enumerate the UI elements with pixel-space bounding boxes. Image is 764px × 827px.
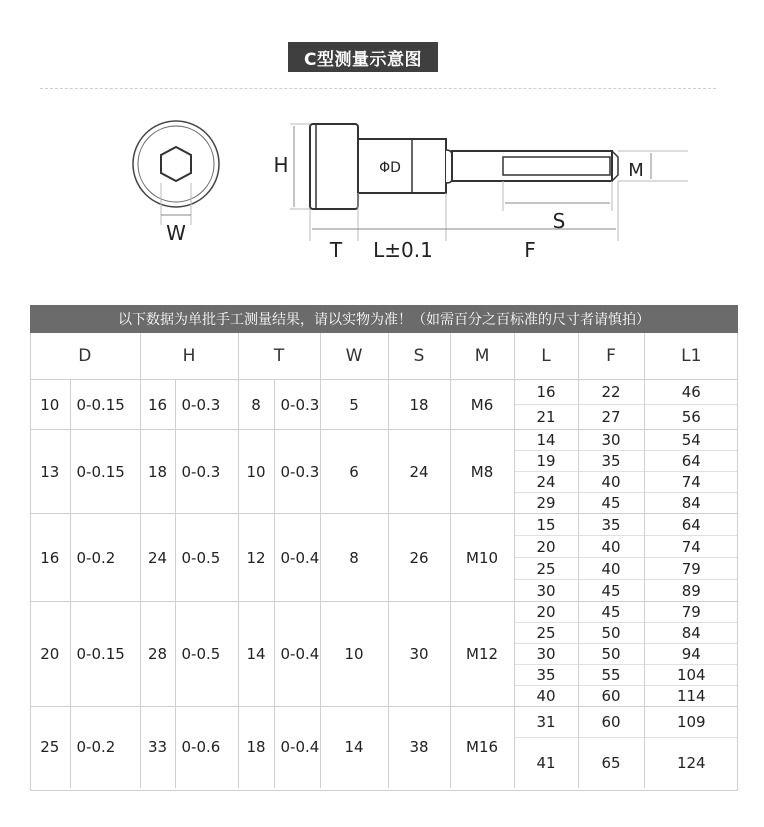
head-top-view — [133, 121, 219, 245]
disclaimer-banner: 以下数据为单批手工测量结果，请以实物为准！（如需百分之百标准的尺寸者请慎拍） — [30, 305, 738, 333]
header-d: D — [30, 333, 140, 380]
cell-f: 65 — [578, 738, 644, 788]
cell-f: 40 — [578, 536, 644, 558]
cell-l1: 84 — [644, 623, 738, 644]
label-w: W — [166, 221, 186, 245]
header-l1: L1 — [681, 346, 702, 366]
dashed-divider — [40, 88, 716, 89]
cell-f: 35 — [578, 514, 644, 536]
cell-l: 40 — [514, 686, 578, 707]
label-t: T — [329, 238, 343, 262]
cell-l1: 94 — [644, 644, 738, 665]
cell-f: 35 — [578, 451, 644, 472]
cell-d: 25 — [30, 707, 70, 788]
header-f: F — [578, 333, 644, 380]
header-t: T — [238, 333, 320, 380]
cell-m: M12 — [450, 602, 514, 707]
header-w: W — [320, 333, 388, 380]
cell-l1: 74 — [644, 472, 738, 493]
cell-l: 30 — [514, 644, 578, 665]
cell-f: 60 — [578, 707, 644, 738]
cell-l: 15 — [514, 514, 578, 536]
cell-f: 50 — [578, 623, 644, 644]
page-title: C型测量示意图 — [288, 42, 438, 72]
cell-w: 10 — [320, 602, 388, 707]
cell-l: 20 — [514, 602, 578, 623]
cell-s: 30 — [388, 602, 450, 707]
cell-l1: 56 — [644, 405, 738, 430]
cell-f: 45 — [578, 580, 644, 602]
cell-l1: 74 — [644, 536, 738, 558]
cell-l1: 79 — [644, 558, 738, 580]
cell-l1: 84 — [644, 493, 738, 514]
label-f: F — [524, 238, 536, 262]
cell-l: 25 — [514, 623, 578, 644]
cell-h-tol: 0-0.3 — [175, 380, 238, 430]
hex-socket-icon — [161, 147, 191, 181]
cell-f: 45 — [578, 493, 644, 514]
cell-m: M10 — [450, 514, 514, 602]
cell-d-tol: 0-0.2 — [70, 514, 140, 602]
cell-t-tol: 0-0.3 — [274, 380, 320, 430]
table-row — [30, 430, 738, 451]
label-phi-d: ΦD — [379, 160, 401, 176]
cell-l: 41 — [514, 738, 578, 788]
cell-w: 5 — [320, 380, 388, 430]
cell-l: 14 — [514, 430, 578, 451]
cell-f: 45 — [578, 602, 644, 623]
cell-t: 10 — [238, 430, 274, 514]
cell-h: 24 — [140, 514, 175, 602]
cell-t: 14 — [238, 602, 274, 707]
cell-f: 40 — [578, 472, 644, 493]
cell-m: M6 — [450, 380, 514, 430]
cell-t: 12 — [238, 514, 274, 602]
cell-m: M8 — [450, 430, 514, 514]
cell-m: M16 — [450, 707, 514, 788]
cell-s: 38 — [388, 707, 450, 788]
cell-h: 33 — [140, 707, 175, 788]
cell-d: 13 — [30, 430, 70, 514]
cell-l1: 104 — [644, 665, 738, 686]
cell-h: 16 — [140, 380, 175, 430]
cell-f: 60 — [578, 686, 644, 707]
cell-l: 29 — [514, 493, 578, 514]
table-header — [30, 333, 738, 380]
cell-l1: 89 — [644, 580, 738, 602]
cell-l1: 64 — [644, 514, 738, 536]
bolt-side-view — [273, 124, 688, 262]
cell-d: 20 — [30, 602, 70, 707]
cell-f: 30 — [578, 430, 644, 451]
cell-t-tol: 0-0.4 — [274, 514, 320, 602]
cell-l: 31 — [514, 707, 578, 738]
cell-l1: 54 — [644, 430, 738, 451]
cell-l1: 46 — [644, 380, 738, 405]
cell-h-tol: 0-0.5 — [175, 602, 238, 707]
cell-w: 14 — [320, 707, 388, 788]
cell-d-tol: 0-0.15 — [70, 602, 140, 707]
cell-l: 19 — [514, 451, 578, 472]
cell-t-tol: 0-0.4 — [274, 707, 320, 788]
cell-w: 8 — [320, 514, 388, 602]
cell-h: 28 — [140, 602, 175, 707]
header-m: M — [450, 333, 514, 380]
cell-t: 18 — [238, 707, 274, 788]
cell-l: 20 — [514, 536, 578, 558]
table-row — [30, 380, 738, 405]
cell-s: 24 — [388, 430, 450, 514]
label-s: S — [552, 209, 566, 233]
cell-h-tol: 0-0.5 — [175, 514, 238, 602]
header-s: S — [388, 333, 450, 380]
cell-l1: 124 — [644, 738, 738, 788]
cell-h: 18 — [140, 430, 175, 514]
cell-t: 8 — [238, 380, 274, 430]
cell-h-tol: 0-0.3 — [175, 430, 238, 514]
cell-t-tol: 0-0.3 — [274, 430, 320, 514]
cell-l1: 64 — [644, 451, 738, 472]
cell-l: 25 — [514, 558, 578, 580]
cell-h-tol: 0-0.6 — [175, 707, 238, 788]
label-l: L±0.1 — [373, 238, 433, 262]
cell-l: 30 — [514, 580, 578, 602]
cell-l: 21 — [514, 405, 578, 430]
cell-d: 16 — [30, 514, 70, 602]
label-h: H — [273, 153, 289, 177]
cell-l1: 109 — [644, 707, 738, 738]
cell-f: 22 — [578, 380, 644, 405]
cell-d: 10 — [30, 380, 70, 430]
table-row — [30, 707, 738, 738]
cell-l1: 114 — [644, 686, 738, 707]
cell-f: 27 — [578, 405, 644, 430]
table-row — [30, 602, 738, 623]
cell-w: 6 — [320, 430, 388, 514]
header-h: H — [140, 333, 238, 380]
measurement-diagram — [0, 95, 764, 270]
cell-l1: 79 — [644, 602, 738, 623]
cell-l: 24 — [514, 472, 578, 493]
cell-d-tol: 0-0.15 — [70, 430, 140, 514]
header-l: L — [514, 333, 578, 380]
cell-f: 40 — [578, 558, 644, 580]
cell-s: 18 — [388, 380, 450, 430]
label-m: M — [628, 160, 644, 181]
table-row — [30, 514, 738, 536]
cell-l: 35 — [514, 665, 578, 686]
cell-d-tol: 0-0.2 — [70, 707, 140, 788]
cell-t-tol: 0-0.4 — [274, 602, 320, 707]
cell-f: 50 — [578, 644, 644, 665]
cell-s: 26 — [388, 514, 450, 602]
cell-f: 55 — [578, 665, 644, 686]
cell-d-tol: 0-0.15 — [70, 380, 140, 430]
spec-table — [30, 333, 738, 788]
cell-l: 16 — [514, 380, 578, 405]
